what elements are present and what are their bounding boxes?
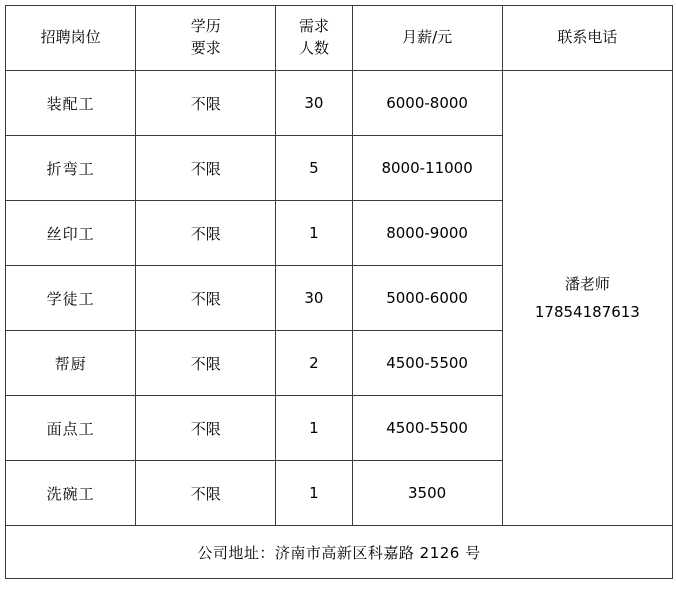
header-row bbox=[6, 6, 673, 71]
cell-education: 不限 bbox=[136, 396, 276, 461]
table-header bbox=[6, 6, 673, 71]
header-text: 月薪/元 bbox=[402, 28, 453, 47]
cell-salary: 3500 bbox=[352, 461, 502, 526]
contact-name: 潘老师 bbox=[564, 274, 610, 293]
table-body bbox=[6, 71, 673, 579]
header-text: 需求 bbox=[298, 17, 329, 36]
cell-education: 不限 bbox=[136, 331, 276, 396]
cell-salary: 5000-6000 bbox=[352, 266, 502, 331]
cell-position: 丝印工 bbox=[6, 201, 136, 266]
contact-phone: 17854187613 bbox=[534, 303, 640, 321]
header-text: 要求 bbox=[190, 39, 221, 57]
header-cell-position bbox=[6, 6, 136, 71]
cell-position: 帮厨 bbox=[6, 331, 136, 396]
cell-position: 洗碗工 bbox=[6, 461, 136, 526]
recruitment-table bbox=[5, 5, 673, 579]
header-text: 招聘岗位 bbox=[40, 28, 101, 47]
table-footer-row bbox=[6, 526, 673, 579]
cell-position: 折弯工 bbox=[6, 136, 136, 201]
cell-count: 1 bbox=[276, 201, 352, 266]
cell-count: 30 bbox=[276, 71, 352, 136]
cell-position: 面点工 bbox=[6, 396, 136, 461]
cell-salary: 6000-8000 bbox=[352, 71, 502, 136]
header-cell-count bbox=[276, 6, 352, 71]
cell-position: 学徒工 bbox=[6, 266, 136, 331]
cell-education: 不限 bbox=[136, 266, 276, 331]
cell-salary: 8000-11000 bbox=[352, 136, 502, 201]
cell-count: 1 bbox=[276, 461, 352, 526]
cell-education: 不限 bbox=[136, 71, 276, 136]
table-row bbox=[6, 71, 673, 136]
header-cell-contact bbox=[502, 6, 672, 71]
cell-position: 装配工 bbox=[6, 71, 136, 136]
cell-count: 30 bbox=[276, 266, 352, 331]
header-cell-salary bbox=[352, 6, 502, 71]
header-text: 联系电话 bbox=[557, 28, 618, 47]
header-cell-education bbox=[136, 6, 276, 71]
cell-count: 2 bbox=[276, 331, 352, 396]
header-text: 学历 bbox=[190, 17, 221, 36]
cell-contact bbox=[502, 71, 672, 526]
document-page bbox=[0, 5, 676, 595]
cell-education: 不限 bbox=[136, 201, 276, 266]
cell-salary: 4500-5500 bbox=[352, 331, 502, 396]
cell-education: 不限 bbox=[136, 461, 276, 526]
cell-count: 5 bbox=[276, 136, 352, 201]
header-text: 人数 bbox=[298, 39, 329, 57]
cell-education: 不限 bbox=[136, 136, 276, 201]
cell-salary: 4500-5500 bbox=[352, 396, 502, 461]
cell-salary: 8000-9000 bbox=[352, 201, 502, 266]
company-address: 公司地址：济南市高新区科嘉路 2126 号 bbox=[6, 526, 673, 579]
cell-count: 1 bbox=[276, 396, 352, 461]
